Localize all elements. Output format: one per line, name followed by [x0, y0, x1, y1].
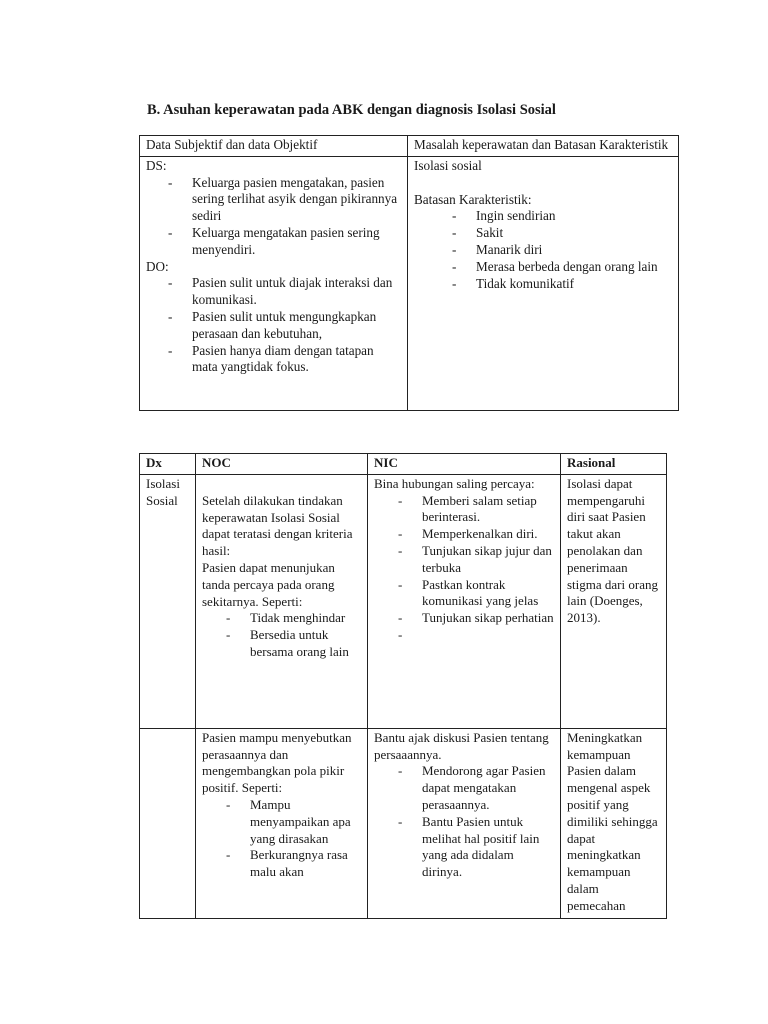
list-item: - Memperkenalkan diri. [374, 526, 554, 543]
list-item: - Tunjukan sikap perhatian [374, 610, 554, 627]
rasional-cell: Isolasi dapat mempengaruhi diri saat Pasien takut akan penolakan dan penerimaan stigma dari orang lain (Doenges, 2013). [561, 474, 667, 728]
list-item: - Tidak menghindar [202, 610, 361, 627]
list-item: - Memberi salam setiap berinterasi. [374, 493, 554, 527]
header-nic: NIC [368, 454, 561, 475]
list-item: - Sakit [414, 225, 672, 242]
list-item: - Berkurangnya rasa malu akan [202, 847, 361, 881]
list-item: - Ingin sendirian [414, 208, 672, 225]
nic-list [374, 763, 554, 881]
assessment-header-row [140, 136, 679, 157]
noc-text: Setelah dilakukan tindakan keperawatan Isolasi Sosial dapat teratasi dengan kriteria hasil: Pasien dapat menunjukan tanda percaya pada orang sekitarnya. Seperti: [202, 492, 353, 609]
do-list [146, 275, 401, 376]
do-label: DO: [146, 258, 169, 274]
header-dx: Dx [140, 454, 196, 475]
assessment-table [139, 135, 679, 411]
noc-cell [196, 728, 368, 918]
ds-list [146, 175, 401, 259]
ds-label: DS: [146, 157, 167, 173]
list-item: - Keluarga mengatakan pasien sering menyendiri. [146, 225, 401, 259]
noc-cell [196, 474, 368, 728]
list-item: - Pasien sulit untuk mengungkapkan perasaan dan kebutuhan, [146, 309, 401, 343]
nic-list [374, 493, 554, 644]
nic-text: Bantu ajak diskusi Pasien tentang persaaannya. [374, 729, 549, 762]
list-item: - Bersedia untuk bersama orang lain [202, 627, 361, 661]
data-cell [140, 156, 408, 410]
batasan-list [414, 208, 672, 292]
list-item: - Tunjukan sikap jujur dan terbuka [374, 543, 554, 577]
list-item: - Manarik diri [414, 242, 672, 259]
problem-cell [408, 156, 679, 410]
assessment-body-row [140, 156, 679, 410]
noc-list [202, 797, 361, 881]
col-data-header: Data Subjektif dan data Objektif [140, 136, 408, 157]
batasan-label: Batasan Karakteristik: [414, 191, 532, 207]
intervention-table [139, 453, 667, 919]
list-item: - Pasien sulit untuk diajak interaksi dan komunikasi. [146, 275, 401, 309]
dx-cell: Isolasi Sosial [140, 474, 196, 728]
list-item: - Keluarga pasien mengatakan, pasien sering terlihat asyik dengan pikirannya sediri [146, 175, 401, 225]
table-row [140, 728, 667, 918]
header-noc: NOC [196, 454, 368, 475]
col-problem-header: Masalah keperawatan dan Batasan Karakteristik [408, 136, 679, 157]
problem-title: Isolasi sosial [414, 157, 482, 173]
list-item: - Pasien hanya diam dengan tatapan mata yangtidak fokus. [146, 343, 401, 377]
header-rasional: Rasional [561, 454, 667, 475]
table-row [140, 474, 667, 728]
list-item: - Pastkan kontrak komunikasi yang jelas [374, 577, 554, 611]
noc-list [202, 610, 361, 660]
list-item: - Mendorong agar Pasien dapat mengatakan perasaannya. [374, 763, 554, 813]
list-item: - Tidak komunikatif [414, 276, 672, 293]
rasional-cell: Meningkatkan kemampuan Pasien dalam mengenal aspek positif yang dimiliki sehingga dapat meningkatkan kemampuan dalam pemecahan [561, 728, 667, 918]
nic-text: Bina hubungan saling percaya: [374, 475, 535, 491]
nic-cell [368, 728, 561, 918]
list-item [374, 627, 554, 644]
list-item: - Mampu menyampaikan apa yang dirasakan [202, 797, 361, 847]
section-heading: B. Asuhan keperawatan pada ABK dengan diagnosis Isolasi Sosial [147, 102, 556, 118]
list-item: - Merasa berbeda dengan orang lain [414, 259, 672, 276]
noc-text: Pasien mampu menyebutkan perasaannya dan mengembangkan pola pikir positif. Seperti: [202, 729, 352, 796]
list-item: - Bantu Pasien untuk melihat hal positif lain yang ada didalam dirinya. [374, 814, 554, 881]
dx-cell [140, 728, 196, 918]
intervention-header-row [140, 454, 667, 475]
nic-cell [368, 474, 561, 728]
